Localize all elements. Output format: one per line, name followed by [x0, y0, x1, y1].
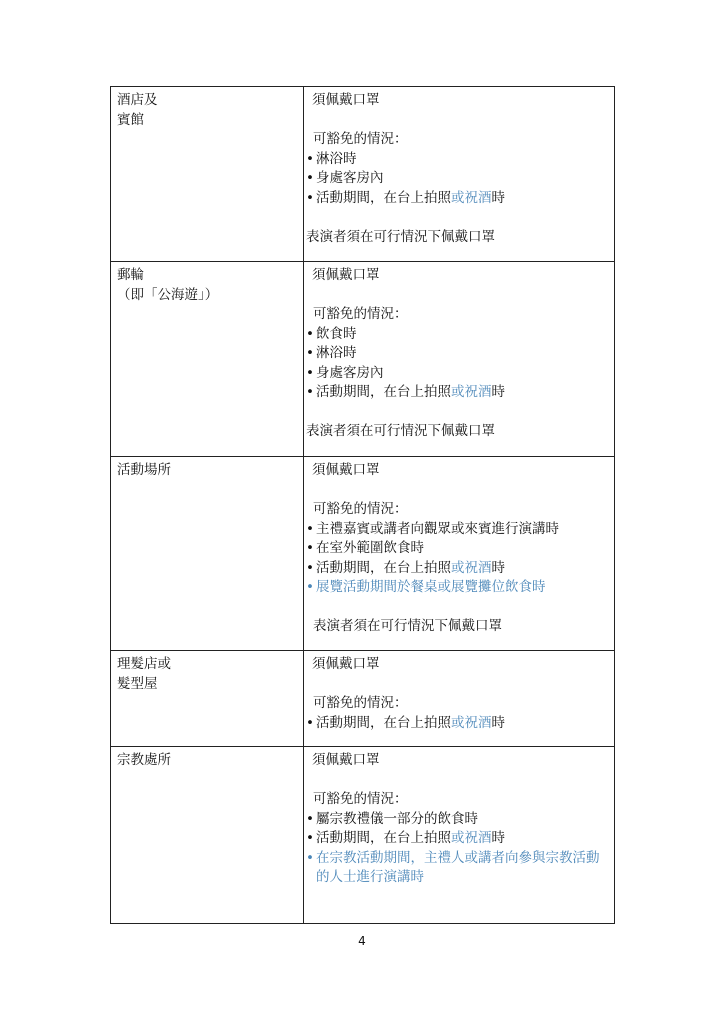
- exemption-item: [306, 364, 610, 384]
- bullet-icon: •: [306, 559, 314, 576]
- venue-cell: [111, 87, 304, 262]
- exemption-item-text: [316, 189, 610, 209]
- spacer: [306, 111, 610, 131]
- table-row: [111, 87, 615, 262]
- exemption-item-text: [316, 344, 610, 364]
- exemption-item-text: [316, 810, 610, 830]
- table-row: [111, 262, 615, 457]
- highlighted-text: 或祝酒: [451, 830, 492, 846]
- exemption-item: [306, 714, 610, 734]
- exemption-item-text: [316, 578, 610, 598]
- item-text-part: 時: [491, 830, 505, 846]
- item-text-part: 飲食時: [316, 325, 357, 342]
- item-text-part: 主禮嘉賓或講者向觀眾或來賓進行演講時: [316, 520, 559, 537]
- rule-cell: [304, 262, 615, 457]
- venue-name-line: 郵輪: [117, 267, 144, 283]
- exemption-item: [306, 325, 610, 345]
- exemption-heading: 可豁免的情況：: [313, 791, 408, 807]
- venue-name-line: 髮型屋: [117, 675, 158, 692]
- spacer: [306, 481, 610, 501]
- item-text-part: 時: [491, 384, 505, 400]
- mask-requirement: 須佩戴口罩: [312, 92, 380, 108]
- exemption-item: [306, 383, 610, 403]
- venue-cell: [111, 651, 304, 747]
- venue-name-line: 理髮店或: [117, 656, 171, 672]
- bullet-icon: •: [306, 540, 314, 556]
- item-text-part: 時: [491, 714, 505, 731]
- highlighted-text: 或祝酒: [451, 384, 492, 400]
- item-text-part: 時: [491, 189, 505, 206]
- venue-cell: [111, 262, 304, 457]
- mask-requirement: 須佩戴口罩: [312, 656, 380, 672]
- venue-cell: [111, 457, 304, 651]
- bullet-icon: •: [306, 579, 314, 595]
- bullet-icon: •: [306, 325, 314, 342]
- bullet-icon: •: [306, 170, 314, 186]
- table-row: [111, 651, 615, 747]
- item-text-part: 活動期間，在台上拍照: [316, 384, 451, 400]
- bullet-icon: •: [306, 810, 314, 827]
- exemption-heading: 可豁免的情況：: [313, 501, 408, 517]
- item-text-part: 活動期間，在台上拍照: [316, 559, 451, 576]
- spacer: [306, 286, 610, 306]
- bullet-icon: •: [306, 849, 314, 866]
- performer-note: 表演者須在可行情況下佩戴口罩: [313, 618, 502, 634]
- exemption-item: [306, 520, 610, 540]
- item-text-part: 淋浴時: [316, 150, 357, 167]
- venue-name-line: 賓館: [117, 111, 144, 128]
- exemption-item: [306, 849, 610, 888]
- venue-name-line: 活動場所: [117, 462, 171, 478]
- exemption-item: [306, 829, 610, 849]
- exemption-item-text: [316, 325, 610, 345]
- item-text-part: 時: [491, 559, 505, 576]
- exemption-item: [306, 169, 610, 189]
- exemption-item-text: [316, 559, 610, 579]
- item-text-part: 活動期間，在台上拍照: [316, 830, 451, 846]
- rule-cell: [304, 651, 615, 747]
- item-text-part: 在室外範圍飲食時: [316, 540, 424, 556]
- performer-note: 表演者須在可行情況下佩戴口罩: [306, 228, 495, 245]
- bullet-icon: •: [306, 345, 314, 361]
- mask-requirement: 須佩戴口罩: [312, 267, 380, 283]
- highlighted-text: 或祝酒: [451, 714, 492, 731]
- table-row: [111, 747, 615, 924]
- rule-cell: [304, 457, 615, 651]
- exemption-item-text: [316, 169, 610, 189]
- highlighted-text: 或祝酒: [451, 559, 492, 576]
- bullet-icon: •: [306, 384, 314, 400]
- spacer: [306, 598, 610, 618]
- venue-name-line: 酒店及: [117, 92, 158, 108]
- exemption-item-text: [316, 150, 610, 170]
- spacer: [306, 208, 610, 228]
- exemption-item-text: [316, 829, 610, 849]
- mask-rules-table-body: [111, 87, 615, 924]
- exemption-item-text: [316, 520, 610, 540]
- exemption-item-text: [316, 539, 610, 559]
- exemption-item: [306, 578, 610, 598]
- bullet-icon: •: [306, 189, 314, 206]
- performer-note: 表演者須在可行情況下佩戴口罩: [306, 423, 495, 439]
- mask-requirement: 須佩戴口罩: [312, 752, 380, 768]
- exemption-item-text: [316, 714, 610, 734]
- bullet-icon: •: [306, 830, 314, 846]
- item-text-part: 身處客房內: [316, 170, 384, 186]
- bullet-icon: •: [306, 714, 314, 731]
- highlighted-text: 或祝酒: [451, 189, 492, 206]
- bullet-icon: •: [306, 520, 314, 537]
- item-text-part: 身處客房內: [316, 364, 384, 381]
- exemption-heading: 可豁免的情況：: [313, 695, 408, 711]
- page-number: 4: [358, 934, 366, 948]
- exemption-item: [306, 539, 610, 559]
- exemption-item: [306, 810, 610, 830]
- bullet-icon: •: [306, 364, 314, 381]
- rule-cell: [304, 747, 615, 924]
- item-text-part: 淋浴時: [316, 345, 357, 361]
- table-row: [111, 457, 615, 651]
- exemption-item: [306, 344, 610, 364]
- item-text-part: 屬宗教禮儀一部分的飲食時: [316, 810, 478, 827]
- exemption-item: [306, 150, 610, 170]
- highlighted-text: 展覽活動期間於餐桌或展覽攤位飲食時: [316, 579, 546, 595]
- exemption-item: [306, 559, 610, 579]
- venue-name-line: （即「公海遊」）: [117, 286, 219, 303]
- spacer: [306, 675, 610, 695]
- spacer: [306, 771, 610, 791]
- venue-cell: [111, 747, 304, 924]
- exemption-heading: 可豁免的情況：: [313, 306, 408, 322]
- exemption-item: [306, 189, 610, 209]
- rule-cell: [304, 87, 615, 262]
- exemption-item-text: [316, 849, 610, 888]
- exemption-item-text: [316, 383, 610, 403]
- item-text-part: 活動期間，在台上拍照: [316, 714, 451, 731]
- spacer: [306, 403, 610, 423]
- exemption-heading: 可豁免的情況：: [313, 131, 408, 147]
- highlighted-text: 在宗教活動期間，主禮人或講者向參與宗教活動的人士進行演講時: [316, 849, 600, 885]
- mask-rules-table: [110, 86, 615, 924]
- exemption-item-text: [316, 364, 610, 384]
- venue-name-line: 宗教處所: [117, 752, 171, 768]
- mask-requirement: 須佩戴口罩: [312, 462, 380, 478]
- bullet-icon: •: [306, 150, 314, 167]
- item-text-part: 活動期間，在台上拍照: [316, 189, 451, 206]
